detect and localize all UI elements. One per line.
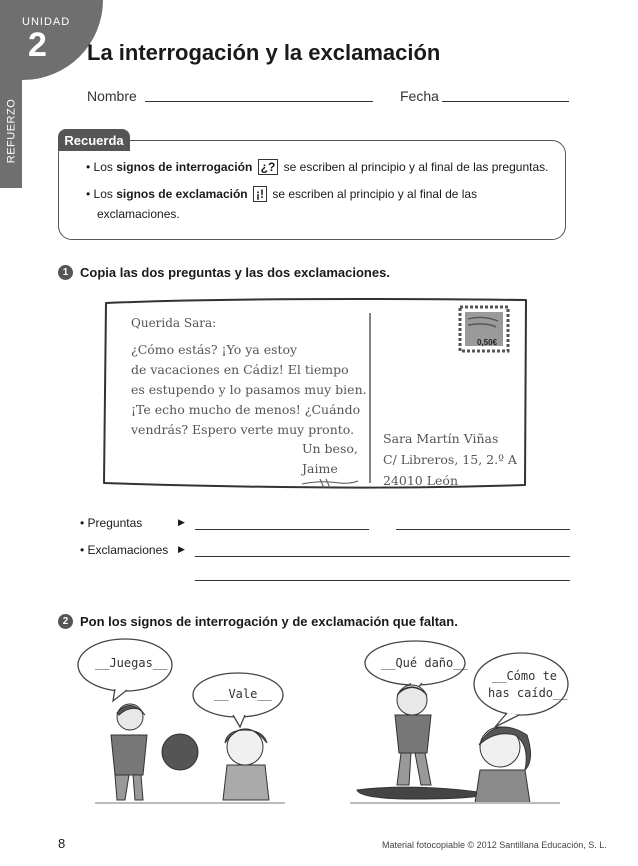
letter-line: de vacaciones en Cádiz! El tiempo: [131, 362, 349, 377]
recuerda-label: Recuerda: [58, 129, 130, 151]
arrow-icon: ▶: [178, 517, 185, 527]
letter-line: ¿Cómo estás? ¡Yo ya estoy: [131, 342, 298, 357]
page-number: 8: [58, 836, 66, 851]
exclamation-sign: ¡!: [253, 186, 267, 202]
speech-bubble-juegas: [78, 639, 172, 701]
exclamacion-line-2[interactable]: [195, 580, 570, 581]
letter-line: es estupendo y lo pasamos muy bien.: [131, 382, 367, 397]
unit-label: UNIDAD: [22, 16, 71, 28]
address-line: 24010 León: [383, 473, 459, 488]
name-line[interactable]: [145, 101, 373, 102]
exercise-2-text: Pon los signos de interrogación y de exclamación que faltan.: [80, 614, 458, 629]
preguntas-label: Preguntas: [87, 516, 143, 530]
bullet-text: Los: [93, 187, 113, 201]
letter-signature: Jaime: [302, 461, 338, 476]
page-title: La interrogación y la exclamación: [87, 40, 441, 65]
hurt-boy-skateboard: [357, 685, 485, 799]
name-label: Nombre: [87, 88, 137, 104]
address-line: Sara Martín Viñas: [383, 431, 499, 446]
bubble-juegas-text: Juegas: [109, 656, 153, 670]
bullet-text: se escriben al principio y al final de las: [272, 187, 478, 201]
exercise-1-text: Copia las dos preguntas y las dos exclamaciones.: [80, 265, 390, 280]
exercise-1-number: 1: [58, 265, 73, 280]
bullet-bold: signos de exclamación: [116, 187, 248, 201]
recuerda-bullet-1: • Los signos de interrogación ¿? se escriben al principio y al final de las preguntas.: [86, 160, 549, 174]
smiling-girl: [223, 729, 269, 800]
bubble-vale: __Vale__: [214, 687, 272, 701]
bubble-juegas: __Juegas__: [95, 656, 168, 670]
postcard-address: [383, 428, 517, 491]
bubble-vale-text: Vale: [228, 687, 258, 701]
exercise-2-number: 2: [58, 614, 73, 629]
bubble-has-caido: has caído__: [488, 686, 568, 700]
side-label: REFUERZO: [5, 98, 18, 164]
recuerda-bullet-2: • Los signos de exclamación ¡! se escriben al principio y al final de las: [86, 187, 478, 201]
bubble-como-te: __Cómo te: [492, 669, 558, 683]
letter-line: vendrás? Espero verte muy pronto.: [131, 422, 355, 437]
arrow-icon: ▶: [178, 544, 185, 554]
interrogation-sign: ¿?: [258, 159, 279, 175]
worried-girl: [475, 727, 531, 803]
stamp-value: 0,50€: [477, 338, 498, 347]
copyright: Material fotocopiable © 2012 Santillana Educación, S. L.: [382, 840, 607, 850]
bubble-has-caido-text: has caído: [488, 686, 554, 700]
bullet-bold: signos de interrogación: [116, 160, 253, 174]
letter-greeting: Querida Sara:: [131, 316, 217, 330]
letter-line: ¡Te echo mucho de menos! ¿Cuándo: [131, 402, 361, 417]
address-line: C/ Libreros, 15, 2.º A: [383, 452, 517, 467]
exclamaciones-label: Exclamaciones: [87, 543, 169, 557]
bullet-text: Los: [93, 160, 113, 174]
boy-with-ball: [111, 704, 198, 800]
date-line[interactable]: [442, 101, 569, 102]
bubble-como-te-text: Cómo te: [506, 669, 558, 683]
bubble-que-dano: __Qué daño__: [381, 656, 468, 670]
pregunta-line-1[interactable]: [195, 529, 369, 530]
letter-closing: Un beso,: [302, 441, 358, 456]
exclamaciones-row: • Exclamaciones: [80, 543, 169, 557]
signature-flourish: [300, 476, 360, 490]
bullet-text: se escriben al principio y al final de las preguntas.: [283, 160, 549, 174]
date-label: Fecha: [400, 88, 439, 104]
exclamacion-line-1[interactable]: [195, 556, 570, 557]
unit-number: 2: [28, 26, 47, 64]
letter-body: [131, 340, 371, 440]
pregunta-line-2[interactable]: [396, 529, 570, 530]
preguntas-row: • Preguntas: [80, 516, 143, 530]
recuerda-bullet-2-cont: exclamaciones.: [97, 207, 180, 221]
bubble-que-dano-text: Qué daño: [395, 656, 454, 670]
